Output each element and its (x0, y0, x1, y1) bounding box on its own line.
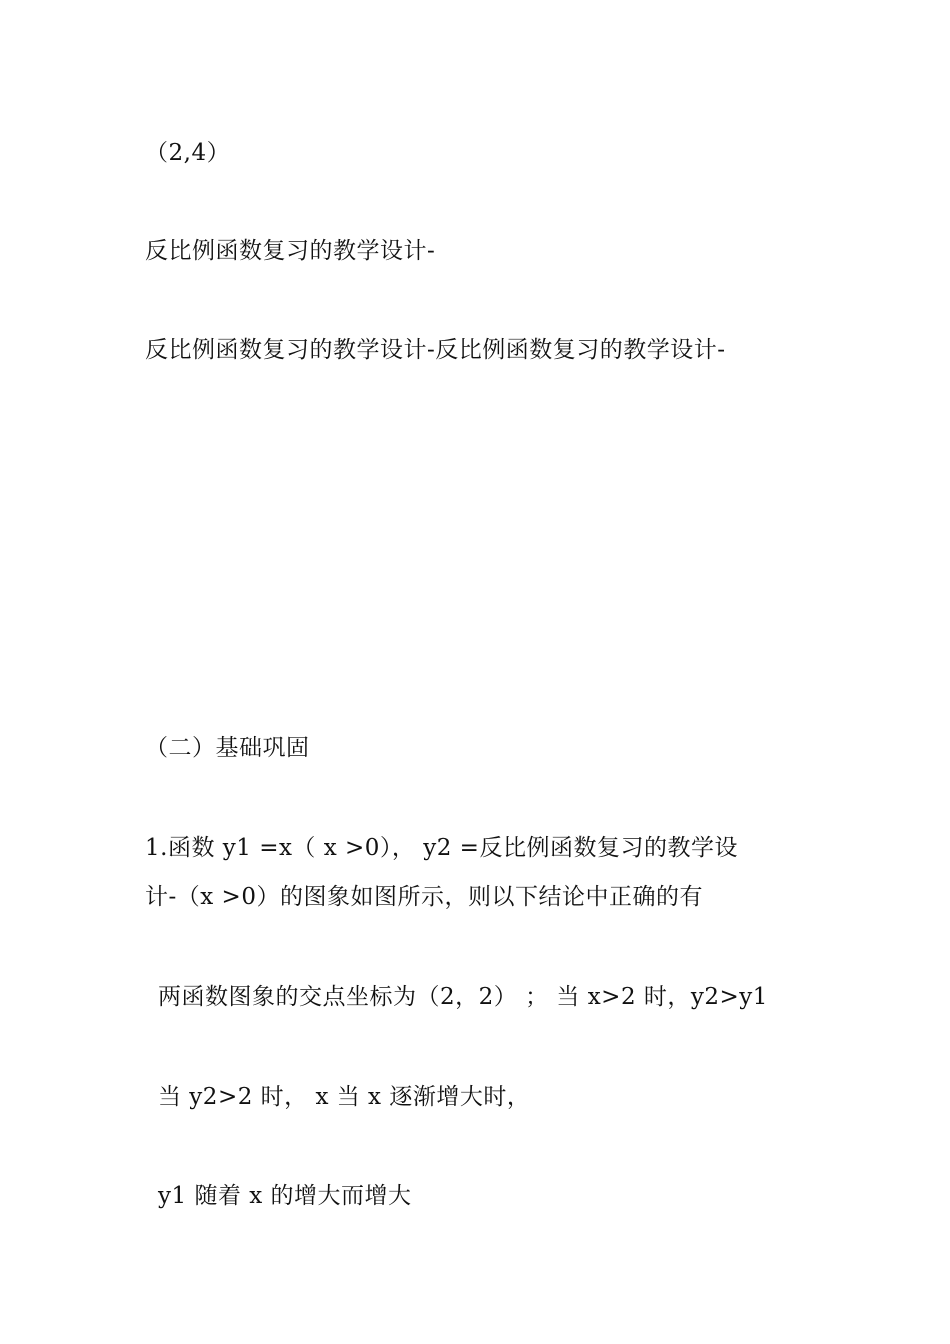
coordinate-text: （2,4） (145, 140, 231, 166)
question-line-2: 计-（x >0）的图象如图所示，则以下结论中正确的有 (145, 884, 703, 910)
section-title: （二）基础巩固 (145, 735, 310, 761)
option-line-3: y1 随着 x 的增大而增大 (158, 1183, 412, 1209)
option-line-1: 两函数图象的交点坐标为（2，2） ； 当 x>2 时，y2>y1 (158, 984, 768, 1010)
option-line-2: 当 y2>2 时， x 当 x 逐渐增大时， (158, 1084, 531, 1110)
heading-text: 反比例函数复习的教学设计- (145, 238, 436, 264)
question-line-1: 1.函数 y1 =x（ x >0）， y2 =反比例函数复习的教学设 (145, 835, 738, 861)
repeated-heading-text: 反比例函数复习的教学设计-反比例函数复习的教学设计- (145, 337, 726, 363)
